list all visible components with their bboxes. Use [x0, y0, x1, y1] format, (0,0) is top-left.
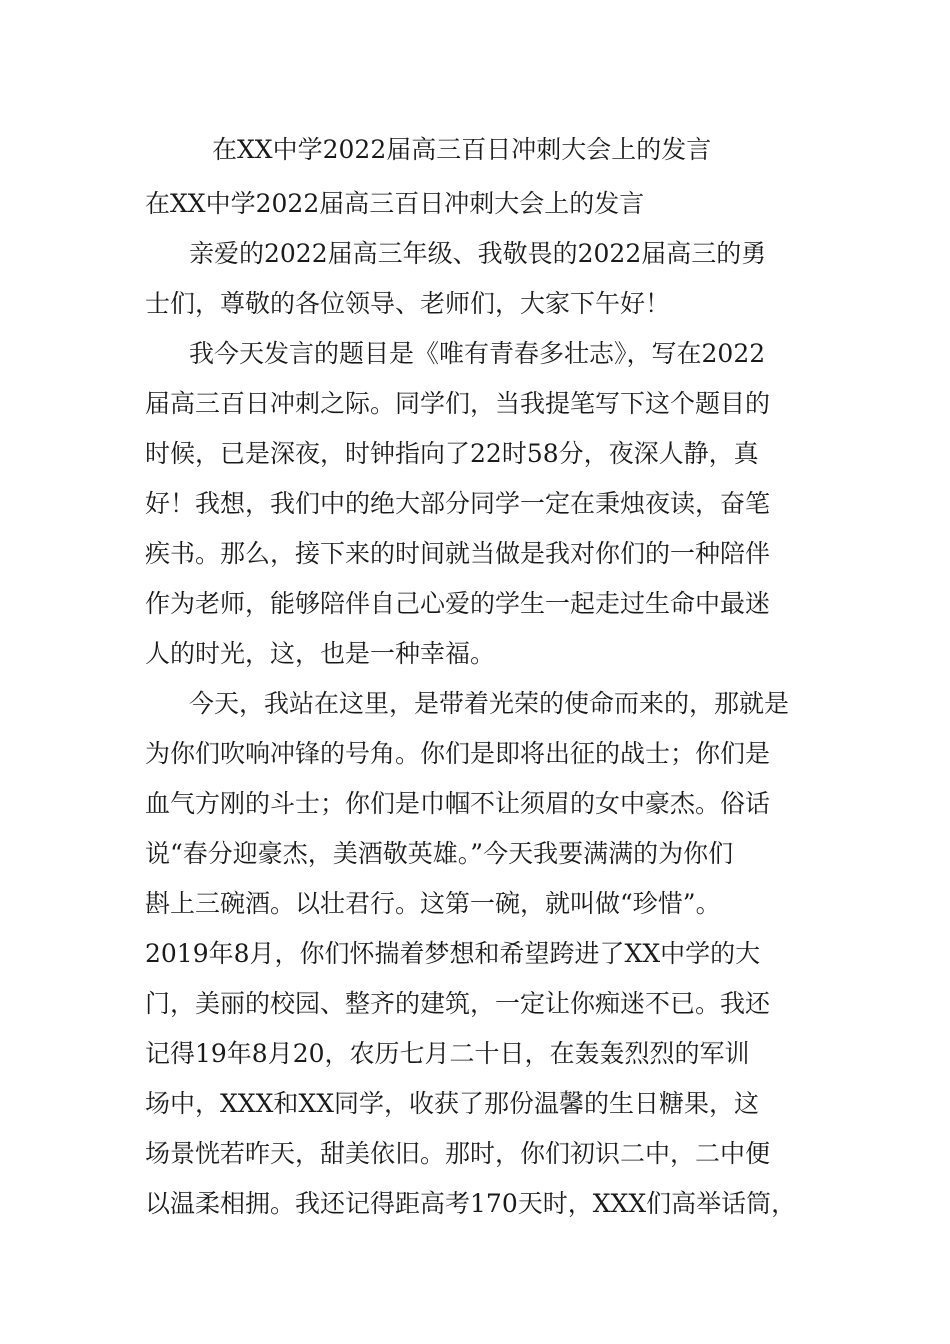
- paragraph-line: 为你们吹响冲锋的号角。你们是即将出征的战士；你们是: [145, 739, 771, 768]
- paragraph-line: 以温柔相拥。我还记得距高考170天时，XXX们高举话筒，: [145, 1189, 797, 1218]
- paragraph-line: 亲爱的2022届高三年级、我敬畏的2022届高三的勇: [189, 239, 767, 268]
- paragraph-line: 记得19年8月20，农历七月二十日，在轰轰烈烈的军训: [145, 1039, 750, 1068]
- paragraph-line: 时候，已是深夜，时钟指向了22时58分，夜深人静，真: [145, 439, 759, 468]
- paragraph-line: 届高三百日冲刺之际。同学们，当我提笔写下这个题目的: [145, 389, 771, 418]
- paragraph-line: 场中，XXX和XX同学，收获了那份温馨的生日糖果，这: [145, 1089, 759, 1118]
- paragraph-line: 人的时光，这，也是一种幸福。: [145, 639, 496, 668]
- paragraph-line: 场景恍若昨天，甜美依旧。那时，你们初识二中，二中便: [145, 1139, 771, 1168]
- document-title: 在XX中学2022届高三百日冲刺大会上的发言: [212, 135, 712, 164]
- paragraph-line: 我今天发言的题目是《唯有青春多壮志》，写在2022: [189, 339, 766, 368]
- paragraph-line: 门，美丽的校园、整齐的建筑，一定让你痴迷不已。我还: [145, 989, 771, 1018]
- document-body: [145, 179, 820, 1229]
- document-subtitle: 在XX中学2022届高三百日冲刺大会上的发言: [145, 189, 645, 218]
- paragraph-line: 2019年8月，你们怀揣着梦想和希望跨进了XX中学的大: [145, 939, 761, 968]
- paragraph-topic: [145, 329, 820, 679]
- paragraph-line: 好！我想，我们中的绝大部分同学一定在秉烛夜读，奋笔: [145, 489, 771, 518]
- paragraph-greeting: [145, 229, 820, 329]
- paragraph-line: 说“春分迎豪杰，美酒敬英雄。”今天我要满满的为你们: [145, 839, 734, 868]
- paragraph-line: 士们，尊敬的各位领导、老师们，大家下午好！: [145, 289, 671, 318]
- paragraph-line: 作为老师，能够陪伴自己心爱的学生一起走过生命中最迷: [145, 589, 771, 618]
- paragraph-line: 斟上三碗酒。以壮君行。这第一碗，就叫做“珍惜”。: [145, 889, 721, 918]
- paragraph-line: 血气方刚的斗士；你们是巾帼不让须眉的女中豪杰。俗话: [145, 789, 771, 818]
- paragraph-line: 今天，我站在这里，是带着光荣的使命而来的，那就是: [189, 689, 790, 718]
- paragraph-line: 疾书。那么，接下来的时间就当做是我对你们的一种陪伴: [145, 539, 771, 568]
- paragraph-mission: [145, 679, 820, 1229]
